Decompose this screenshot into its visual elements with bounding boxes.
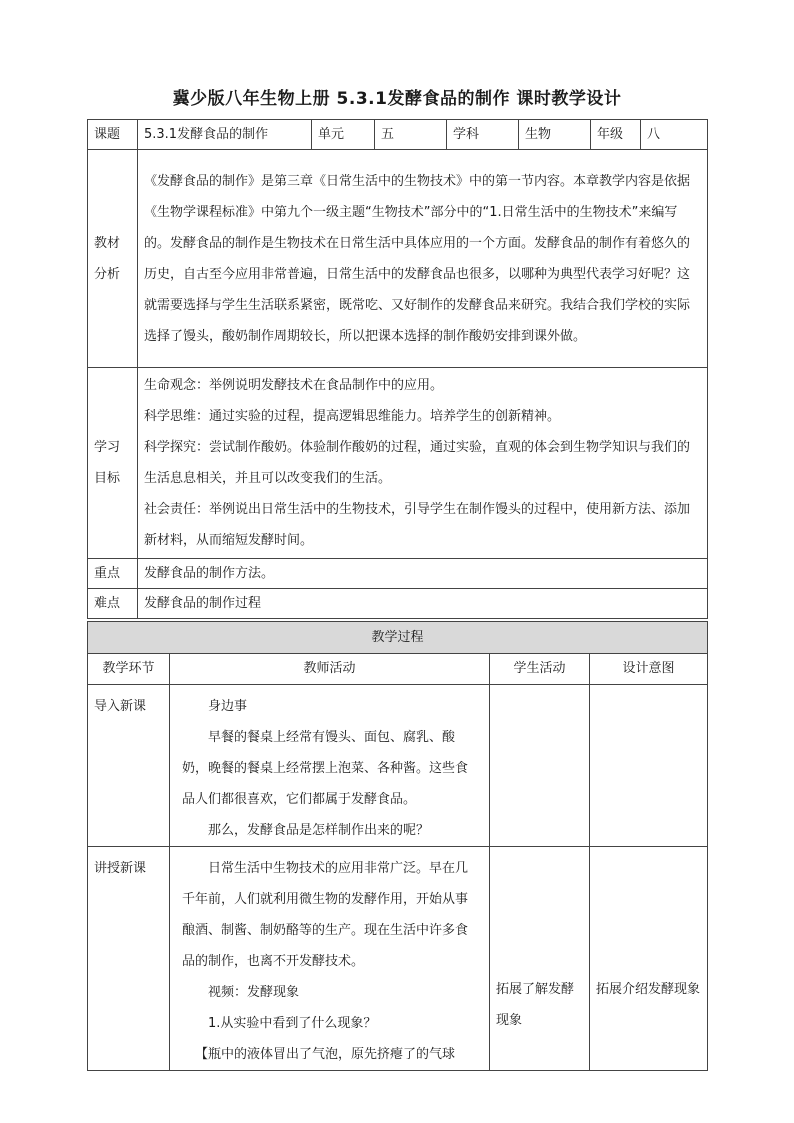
lesson-info-table [87, 119, 708, 619]
goal-item: 生命观念：举例说明发酵技术在食品制作中的应用。 [144, 378, 444, 393]
goal-item: 科学探究：尝试制作酸奶。体验制作酸奶的过程，通过实验，直观的体会到生物学知识与我们的生活息息相关，并且可以改变我们的生活。 [144, 440, 691, 486]
text-line: 身边事 [208, 699, 248, 714]
stage-intro: 导入新课 [88, 685, 170, 847]
grade-value: 八 [641, 120, 708, 150]
page-title: 冀少版八年生物上册 5.3.1发酵食品的制作 课时教学设计 [172, 89, 622, 109]
topic-value: 5.3.1发酵食品的制作 [138, 120, 312, 150]
stage-lecture: 讲授新课 [88, 847, 170, 1071]
intent-lecture: 拓展介绍发酵现象 [590, 847, 708, 1071]
unit-label: 单元 [312, 120, 375, 150]
teacher-intro [170, 685, 490, 847]
teacher-lecture [170, 847, 490, 1071]
text-line: 那么，发酵食品是怎样制作出来的呢？ [208, 823, 430, 838]
process-header: 教学过程 [88, 622, 708, 654]
key-point-label: 重点 [88, 559, 138, 589]
goal-item: 科学思维：通过实验的过程，提高逻辑思维能力。培养学生的创新精神。 [144, 409, 561, 424]
topic-label: 课题 [88, 120, 138, 150]
process-table [87, 621, 708, 1071]
col-stage: 教学环节 [88, 654, 170, 685]
goals-list [138, 368, 708, 559]
text-line: 日常生活中生物技术的应用非常广泛。早在几千年前，人们就利用微生物的发酵作用，开始从事酿酒、制酱、制奶酪等的生产。现在生活中许多食品的制作，也离不开发酵技术。 [182, 861, 469, 969]
text-line: 1.从实验中看到了什么现象？ [208, 1016, 377, 1031]
student-intro [490, 685, 590, 847]
unit-value: 五 [375, 120, 447, 150]
intent-intro [590, 685, 708, 847]
col-student: 学生活动 [490, 654, 590, 685]
grade-label: 年级 [591, 120, 641, 150]
text-line: 【瓶中的液体冒出了气泡，原先挤瘪了的气球 [195, 1047, 456, 1062]
col-intent: 设计意图 [590, 654, 708, 685]
student-lecture: 拓展了解发酵现象 [490, 847, 590, 1071]
goal-item: 社会责任：举例说出日常生活中的生物技术，引导学生在制作馒头的过程中，使用新方法、添加新材料，从而缩短发酵时间。 [144, 502, 691, 548]
text-line: 早餐的餐桌上经常有馒头、面包、腐乳、酸奶，晚餐的餐桌上经常摆上泡菜、各种酱。这些食品人们都很喜欢，它们都属于发酵食品。 [182, 730, 469, 807]
analysis-text: 《发酵食品的制作》是第三章《日常生活中的生物技术》中的第一节内容。本章教学内容是依据《生物学课程标准》中第九个一级主题“生物技术”部分中的“1.日常生活中的生物技术”来编写的。发酵食品的制作是生物技术在日常生活中具体应用的一个方面。发酵食品的制作有着悠久的历史，自古至今应用非常普遍，日常生活中的发酵食品也很多，以哪种为典型代表学习好呢？这就需要选择与学生生活联系紧密，既常吃、又好制作的发酵食品来研究。我结合我们学校的实际选择了馒头，酸奶制作周期较长，所以把课本选择的制作酸奶安排到课外做。 [138, 150, 708, 368]
col-teacher: 教师活动 [170, 654, 490, 685]
analysis-label: 教材 分析 [88, 150, 138, 368]
difficulty-text: 发酵食品的制作过程 [138, 589, 708, 619]
key-point-text: 发酵食品的制作方法。 [138, 559, 708, 589]
subject-label: 学科 [447, 120, 519, 150]
difficulty-label: 难点 [88, 589, 138, 619]
subject-value: 生物 [519, 120, 591, 150]
goals-label: 学习 目标 [88, 368, 138, 559]
text-line: 视频：发酵现象 [208, 985, 300, 1000]
